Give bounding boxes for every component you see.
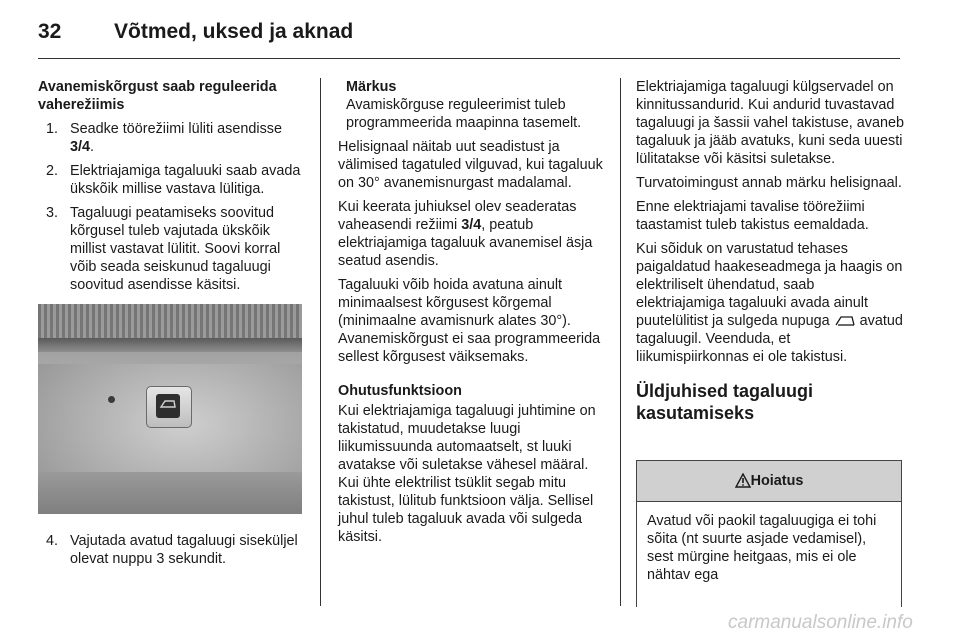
paragraph: Kui elektriajamiga tagaluugi juhtimine on takistatud, muudetakse luugi liikumissuunda automaatselt, st luuki avatakse või suletakse vähesel määral. Kui ühte elektrilist tsüklit segab mitu takistust, lülitub funktsioon välja. Sellisel juhul tuleb tagaluuk avada või sulgeda käsitsi. <box>338 403 596 545</box>
column-divider <box>620 78 621 606</box>
chapter-title: Võtmed, uksed ja aknad <box>114 20 354 43</box>
safety-heading: Ohutusfunktsioon <box>338 383 462 399</box>
steps-list-continued <box>38 532 304 568</box>
column-divider <box>320 78 321 606</box>
paragraph: Tagaluuki võib hoida avatuna ainult minimaalsest kõrgusest kõrgemal (minimaalne avamisnurk alates 30°). Avanemiskõrgust ei saa programmeerida sellest kõrgusest väiksemaks. <box>338 277 601 365</box>
warning-header <box>637 461 901 502</box>
note-text: Avamiskõrguse reguleerimist tuleb programmeerida maapinna tasemelt. <box>346 97 582 131</box>
section-heading-general: Üldjuhised tagaluugi kasutamiseks <box>636 381 814 423</box>
panel-dot <box>108 396 115 403</box>
paragraph: Helisignaal näitab uut seadistust ja välimised tagatuled vilguvad, kui tagaluuk on 30° avanemisnurgast madalamal. <box>338 139 603 191</box>
list-item: 1. Seadke töörežiimi lüliti asendisse 3/4. <box>46 121 282 155</box>
list-item: 3. Tagaluugi peatamiseks soovitud kõrgusel tuleb vajutada ükskõik millist vastavat lülitit. Soovi korral võib seada seiskunud tagaluugi soovitud asendisse käsitsi. <box>46 205 281 293</box>
warning-triangle-icon <box>735 473 751 488</box>
page-header <box>38 18 900 59</box>
page-number: 32 <box>38 20 62 43</box>
note-block <box>338 78 606 132</box>
tailgate-button-photo <box>38 304 302 514</box>
warning-box <box>636 460 902 607</box>
warning-title: Hoiatus <box>750 473 804 489</box>
watermark: carmanualsonline.info <box>728 612 913 633</box>
column-2 <box>338 78 606 552</box>
column-3 <box>636 78 904 438</box>
list-item: 4. Vajutada avatud tagaluugi siseküljel olevat nuppu 3 sekundit. <box>46 533 298 567</box>
steps-list <box>38 120 304 294</box>
section-heading-adjust: Avanemiskõrgust saab reguleerida vaherežiimis <box>38 79 277 113</box>
paragraph: Enne elektriajami tavalise töörežiimi taastamist tuleb takistus eemaldada. <box>636 199 869 233</box>
paragraph: Elektriajamiga tagaluugi külgservadel on kinnitussandurid. Kui andurid tuvastavad tagaluugi ja šassii vahel takistuse, avaneb tagaluuk ja jääb avatuks, kuni seda uuesti lülitatakse või käsitsi suletakse. <box>636 79 904 167</box>
paragraph: Kui sõiduk on varustatud tehases paigaldatud haakeseadmega ja haagis on elektriliselt ühendatud, saab elektriajamiga tagaluuki avada ainult puutelülitist ja sulgeda nupuga avatud tagaluugil. Veenduda, et liikumispiirkonnas ei ole takistusi. <box>636 241 903 365</box>
paragraph: Turvatoimingust annab märku helisignaal. <box>636 175 902 191</box>
tailgate-close-icon <box>834 314 856 328</box>
warning-text: Avatud või paokil tagaluugiga ei tohi sõita (nt suurte asjade vedamisel), sest mürgine heitgaas, mis ei ole nähtav ega <box>647 513 877 583</box>
list-item: 2. Elektriajamiga tagaluuki saab avada ükskõik millise vastava lülitiga. <box>46 163 301 197</box>
paragraph: Kui keerata juhiuksel olev seaderatas vaheasendi režiimi 3/4, peatub elektriajamiga tagaluuk avanemisel äsja seatud asendis. <box>338 199 593 269</box>
note-title: Märkus <box>346 79 397 95</box>
column-1 <box>38 78 304 574</box>
tailgate-button-icon <box>156 394 180 418</box>
